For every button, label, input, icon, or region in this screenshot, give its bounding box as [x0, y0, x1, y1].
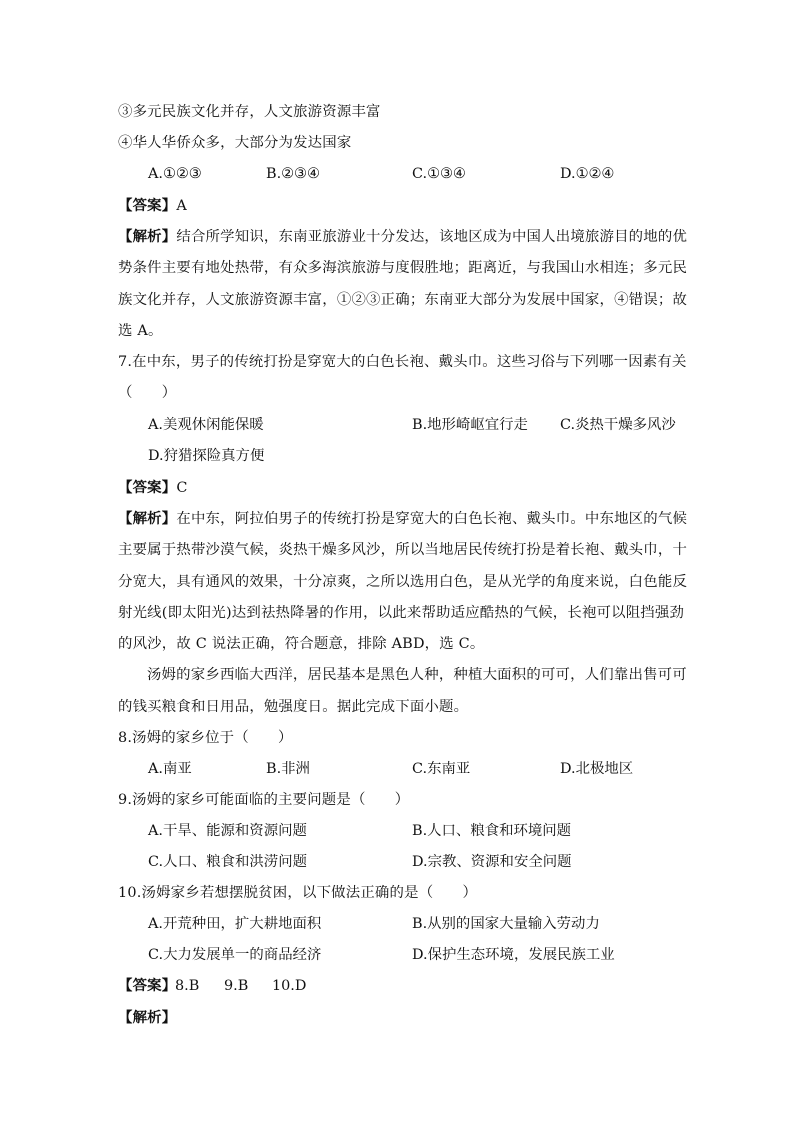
analysis-label: 【解析】 [118, 1009, 177, 1026]
q8-answer-value: 8.B [175, 978, 200, 994]
q6-analysis-line-1: 【解析】结合所学知识，东南亚旅游业十分发达，该地区成为中国人出境旅游目的地的优 [118, 228, 688, 245]
q9-stem: 9.汤姆的家乡可能面临的主要问题是（ ） [118, 792, 410, 808]
q10-choice-b: B.从别的国家大量输入劳动力 [412, 916, 600, 932]
q7-analysis-line-2: 主要属于热带沙漠气候，炎热干燥多风沙，所以当地居民传统打扮是着长袍、戴头巾，十 [118, 542, 688, 558]
analysis-label: 【解析】 [118, 228, 177, 245]
q7-choice-d: D.狩猎探险真方便 [148, 448, 265, 464]
q8-10-answer [118, 976, 176, 996]
q9-choice-a: A.干旱、能源和资源问题 [148, 823, 307, 839]
answer-label: 【答案】 [118, 977, 177, 994]
q8-choice-b: B.非洲 [266, 761, 310, 777]
q9-choice-c: C.人口、粮食和洪涝问题 [148, 854, 307, 870]
q8-choice-a: A.南亚 [148, 761, 192, 777]
q7-analysis-line-1: 【解析】在中东，阿拉伯男子的传统打扮是穿宽大的白色长袍、戴头巾。中东地区的气候 [118, 510, 688, 527]
q10-choice-d: D.保护生态环境，发展民族工业 [412, 947, 615, 963]
q8-stem: 8.汤姆的家乡位于（ ） [118, 730, 293, 746]
q6-analysis-line-3: 族文化并存，人文旅游资源丰富，①②③正确；东南亚大部分为发展中国家，④错误；故 [118, 292, 688, 308]
q8-10-analysis [118, 1008, 176, 1028]
passage-line-1: 汤姆的家乡西临大西洋，居民基本是黑色人种，种植大面积的可可，人们靠出售可可 [147, 667, 687, 683]
q7-stem-line-2: （ ） [118, 385, 177, 401]
q6-analysis-line-2: 势条件主要有地处热带，有众多海滨旅游与度假胜地；距离近，与我国山水相连；多元民 [118, 260, 688, 276]
q10-answer-value: 10.D [272, 978, 307, 994]
passage-line-2: 的钱买粮食和日用品，勉强度日。据此完成下面小题。 [118, 699, 469, 715]
q6-choice-b: B.②③④ [266, 166, 320, 182]
q9-answer-value: 9.B [224, 978, 249, 994]
q6-choice-c: C.①③④ [412, 166, 466, 182]
option-4-text: ④华人华侨众多，大部分为发达国家 [118, 135, 352, 151]
q7-choice-c: C.炎热干燥多风沙 [560, 417, 676, 433]
q7-analysis-line-4: 射光线(即太阳光)达到祛热降暑的作用，以此来帮助适应酷热的气候，长袍可以阻挡强劲 [118, 605, 685, 621]
q7-analysis-line-3: 分宽大，具有通风的效果，十分凉爽，之所以选用白色，是从光学的角度来说，白色能反 [118, 574, 688, 590]
q8-choice-d: D.北极地区 [560, 761, 634, 777]
q9-choice-d: D.宗教、资源和安全问题 [412, 854, 572, 870]
q10-choice-c: C.大力发展单一的商品经济 [148, 947, 322, 963]
answer-value: C [176, 480, 188, 496]
q7-choice-a: A.美观休闲能保暖 [148, 417, 264, 433]
q7-answer [118, 478, 188, 498]
option-3-text: ③多元民族文化并存，人文旅游资源丰富 [118, 104, 381, 120]
q10-choice-a: A.开荒种田，扩大耕地面积 [148, 916, 322, 932]
q10-stem: 10.汤姆家乡若想摆脱贫困，以下做法正确的是（ ） [118, 885, 478, 901]
q7-choice-b: B.地形崎岖宜行走 [412, 417, 528, 433]
q6-choice-a: A.①②③ [148, 166, 202, 182]
q7-analysis-line-5: 的风沙，故 C 说法正确，符合题意，排除 ABD，选 C。 [118, 636, 485, 652]
answer-label: 【答案】 [118, 479, 177, 496]
answer-label: 【答案】 [118, 197, 177, 214]
q6-choice-d: D.①②④ [560, 166, 615, 182]
analysis-label: 【解析】 [118, 510, 177, 527]
q9-choice-b: B.人口、粮食和环境问题 [412, 823, 572, 839]
q6-answer [118, 196, 187, 216]
q8-choice-c: C.东南亚 [412, 761, 471, 777]
q6-analysis-line-4: 选 A。 [118, 323, 163, 339]
q7-stem-line-1: 7.在中东，男子的传统打扮是穿宽大的白色长袍、戴头巾。这些习俗与下列哪一因素有关 [118, 354, 687, 370]
answer-value: A [176, 198, 187, 214]
